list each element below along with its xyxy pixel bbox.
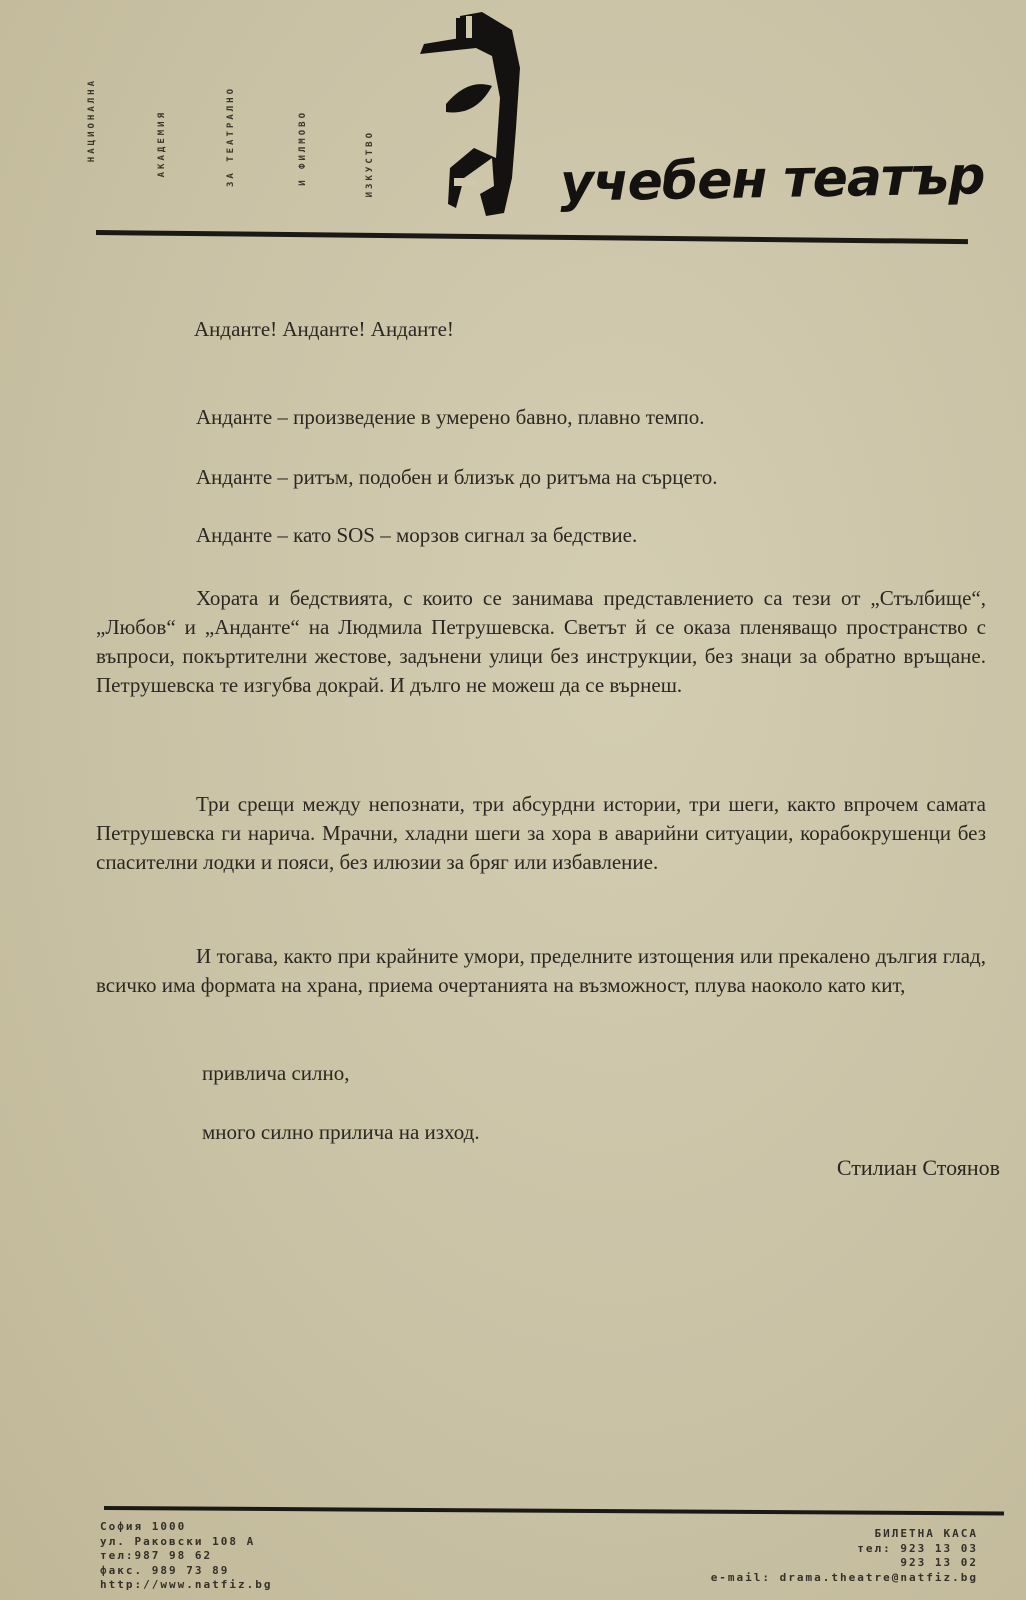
footer-box-office — [711, 1527, 978, 1585]
closing-line-1: привлича силно, — [202, 1061, 350, 1085]
footer-phone: тел:987 98 62 — [100, 1549, 213, 1562]
header-label-academy: АКАДЕМИЯ — [157, 110, 167, 178]
footer-website-link[interactable]: http://www.natfiz.bg — [100, 1578, 273, 1591]
box-office-title: БИЛЕТНА КАСА — [874, 1527, 978, 1540]
paragraph-3: И тогава, както при крайните умори, пределните изтощения или прекалено дългия глад, всичко има формата на храна, приема очертанията на възможност, плува наоколо като кит, — [96, 944, 986, 997]
footer-fax: факс. 989 73 89 — [100, 1563, 230, 1577]
box-office-phone-1: тел: 923 13 03 — [857, 1541, 978, 1555]
box-office-email-link[interactable]: e-mail: drama.theatre@natfiz.bg — [710, 1570, 978, 1584]
closing-line-2: много силно прилича на изход. — [202, 1120, 480, 1144]
header-divider — [96, 230, 968, 244]
footer-divider — [104, 1506, 1004, 1515]
footer-address — [100, 1520, 272, 1593]
header-label-national: НАЦИОНАЛНА — [87, 78, 97, 163]
definition-3: Анданте – като SOS – морзов сигнал за бедствие. — [196, 523, 638, 547]
heading: Анданте! Анданте! Анданте! — [194, 317, 454, 341]
box-office-phone-2: 923 13 02 — [900, 1556, 978, 1569]
footer-street: ул. Раковски 108 А — [100, 1534, 256, 1548]
definition-2: Анданте – ритъм, подобен и близък до ритъма на сърцето. — [196, 465, 718, 489]
paragraph-1: Хората и бедствията, с които се занимава представлението са тези от „Стълбище“, „Любов“ и „Анданте“ на Людмила Петрушевска. Светът й се оказа пленяващо пространство с въпроси, покъртителни жестове, задънени улици без инструкции, без знаци за обратно връщане. Петрушевска те изгубва докрай. И дълго не можеш да се върнеш. — [96, 586, 986, 697]
theatre-mask-logo-icon — [420, 8, 530, 218]
header-label-film: И ФИЛМОВО — [298, 110, 308, 186]
definition-1: Анданте – произведение в умерено бавно, плавно темпо. — [196, 405, 705, 429]
paragraph-2: Три срещи между непознати, три абсурдни истории, три шеги, както впрочем самата Петрушевска ги нарича. Мрачни, хладни шеги за хора в аварийни ситуации, корабокрушенци без спасителни лодки и пояси, без илюзии за бряг или избавление. — [96, 792, 986, 874]
signature: Стилиан Стоянов — [836, 1155, 1000, 1180]
logo-title: учебен театър — [559, 146, 985, 214]
header-label-theatre: ЗА ТЕАТРАЛНО — [226, 86, 236, 188]
header-label-art: ИЗКУСТВО — [365, 130, 375, 198]
footer-city: София 1000 — [100, 1520, 187, 1533]
